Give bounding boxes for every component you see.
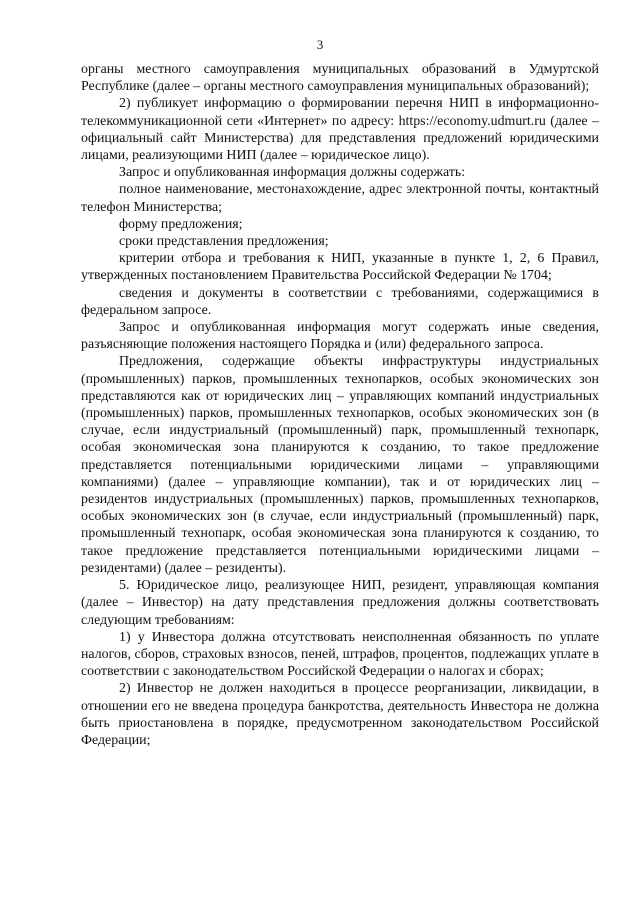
body-paragraph: полное наименование, местонахождение, адрес электронной почты, контактный телефон Министерства; [81,182,599,215]
body-paragraph: критерии отбора и требования к НИП, указанные в пункте 1, 2, 6 Правил, утвержденных постановлением Правительства Российской Федерации № 1704; [81,251,599,284]
body-paragraph: форму предложения; [119,216,243,232]
body-paragraph: Предложения, содержащие объекты инфраструктуры индустриальных (промышленных) парков, промышленных технопарков, особых экономических зон представляются как от юридических лиц – управляющих компаний индустриальных (промышленных) парков, промышленных технопарков, особых экономических зон (в случае, если индустриальный (промышленный) парк, промышленный технопарк, особая экономическая зона планируются к созданию, то такое предложение представляется потенциальными юридическими лицами – управляющими компаниями) (далее – управляющие компании), так и от юридических лиц – резидентов индустриальных (промышленных) парков, промышленных технопарков, особых экономических зон (в случае, если индустриальный (промышленный) парк, промышленный технопарк, особая экономическая зона планируются к созданию, то такое предложение представляется потенциальными юридическими лицами – резидентами) (далее – резиденты). [81,354,599,576]
body-paragraph: Запрос и опубликованная информация должны содержать: [119,165,466,181]
document-body [81,61,599,749]
body-paragraph: 1) у Инвестора должна отсутствовать неисполненная обязанность по уплате налогов, сборов, страховых взносов, пеней, штрафов, процентов, подлежащих уплате в соответствии с законодательством Российской Федерации о налогах и сборах; [81,629,599,680]
body-paragraph: сроки представления предложения; [119,234,329,250]
page-number: 3 [316,37,324,52]
body-paragraph: 5. Юридическое лицо, реализующее НИП, резидент, управляющая компания (далее – Инвестор) на дату представления предложения должны соответствовать следующим требованиям: [81,578,599,628]
body-paragraph: сведения и документы в соответствии с требованиями, содержащимися в федеральном запросе. [81,285,599,318]
body-paragraph: органы местного самоуправления муниципальных образований в Удмуртской Республике (далее – органы местного самоуправления муниципальных образований); [81,62,599,95]
body-paragraph: 2) публикует информацию о формировании перечня НИП в информационно-телекоммуникационной сети «Интернет» по адресу: https://economy.udmurt.ru (далее – официальный сайт Министерства) для представления предложений юридическими лицами, реализующими НИП (далее – юридическое лицо). [81,96,599,164]
body-paragraph: 2) Инвестор не должен находиться в процессе реорганизации, ликвидации, в отношении его не введена процедура банкротства, деятельность Инвестора не должна быть приостановлена в порядке, предусмотренном законодательством Российской Федерации; [81,681,599,748]
body-paragraph: Запрос и опубликованная информация могут содержать иные сведения, разъясняющие положения настоящего Порядка и (или) федерального запроса. [81,320,599,353]
